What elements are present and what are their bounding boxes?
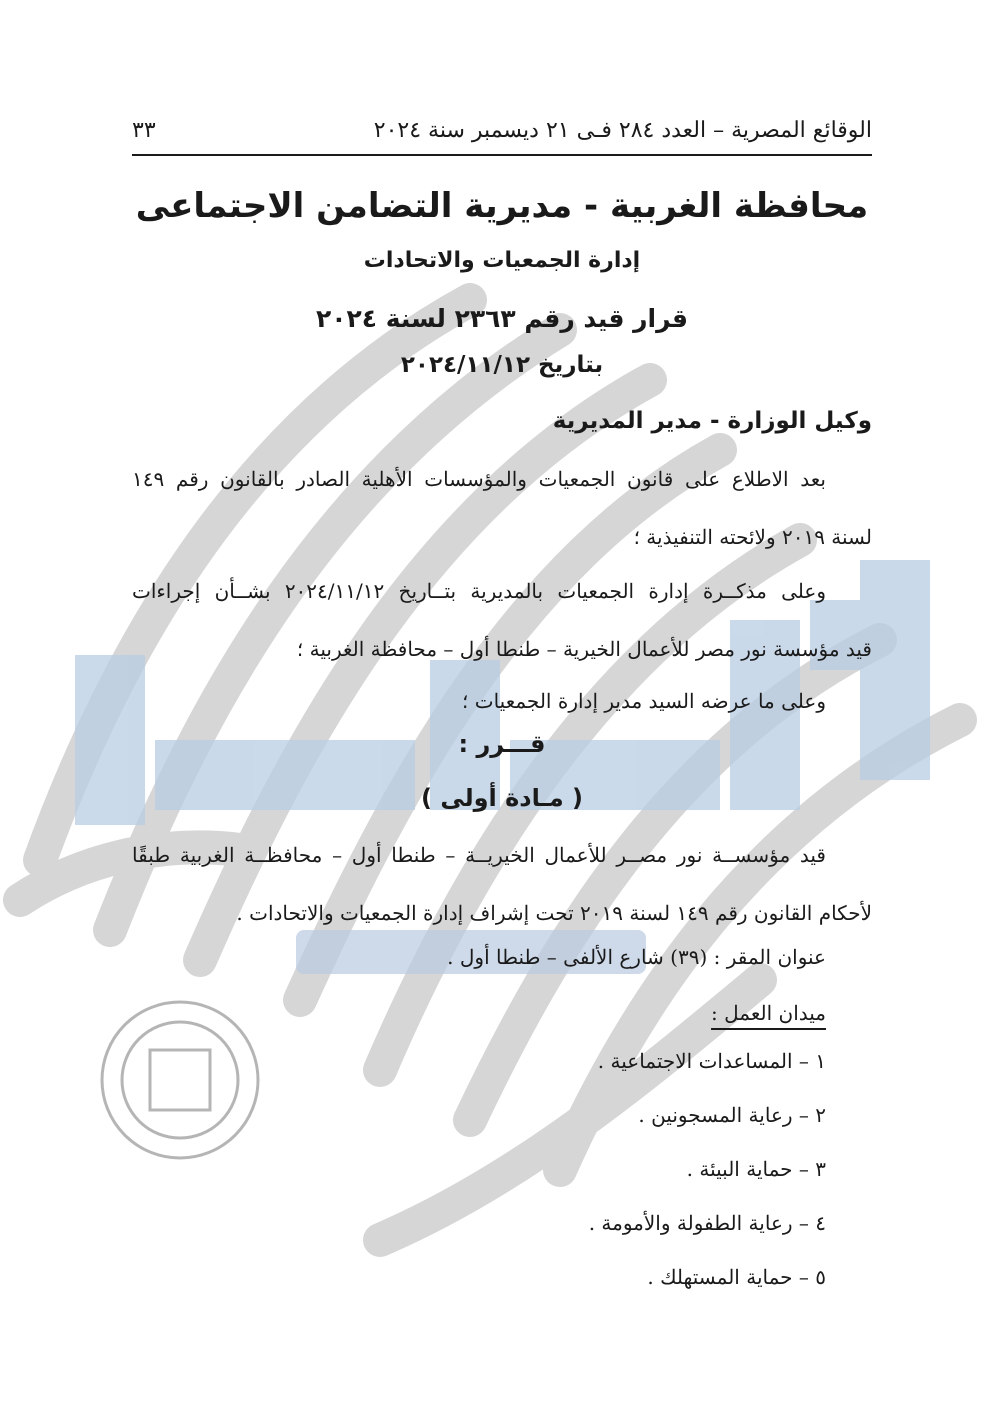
- field-of-work-label: ميدان العمل :: [711, 1001, 826, 1025]
- fields-of-work-list: [132, 1034, 872, 1304]
- preamble-line: قيد مؤسسة نور مصر للأعمال الخيرية – طنطا أول – محافظة الغربية ؛: [296, 637, 872, 661]
- header-divider: [132, 154, 872, 156]
- preamble-line: وعلى ما عرضه السيد مدير إدارة الجمعيات ؛: [462, 689, 826, 713]
- decree-title: قرار قيد رقم ٢٣٦٣ لسنة ٢٠٢٤: [315, 304, 689, 333]
- address-label: عنوان المقر :: [713, 945, 826, 969]
- list-item: ٢ – رعاية المسجونين .: [638, 1103, 826, 1127]
- list-item: ٣ – حماية البيئة .: [686, 1157, 826, 1181]
- address-row: [132, 928, 872, 986]
- preamble-paragraph-1: [132, 450, 872, 566]
- document-title: محافظة الغربية - مديرية التضامن الاجتماعى: [135, 186, 869, 226]
- decree-date: بتاريخ ٢٠٢٤/١١/١٢: [400, 352, 604, 378]
- preamble-paragraph-2: [132, 562, 872, 678]
- list-item: ٥ – حماية المستهلك .: [647, 1265, 826, 1289]
- article-text: [132, 826, 872, 942]
- gazette-publication-info: الوقائع المصرية – العدد ٢٨٤ فـى ٢١ ديسمبر سنة ٢٠٢٤: [373, 117, 872, 143]
- decided-heading: قـــرر :: [458, 730, 546, 758]
- article-line: لأحكام القانون رقم ١٤٩ لسنة ٢٠١٩ تحت إشراف إدارة الجمعيات والاتحادات .: [236, 901, 872, 925]
- page-number: ٣٣: [132, 117, 156, 143]
- article-line: قيد مؤسســة نور مصــر للأعمال الخيريــة – طنطا أول – محافظــة الغربية طبقًا: [132, 843, 826, 867]
- gazette-header: [132, 112, 872, 148]
- article-heading: ( مـادة أولى ): [421, 784, 583, 812]
- address-value: (٣٩) شارع الألفى – طنطا أول .: [447, 945, 708, 969]
- preamble-paragraph-3: [132, 672, 872, 730]
- list-item: ١ – المساعدات الاجتماعية .: [597, 1049, 826, 1073]
- address-line: [132, 928, 872, 986]
- list-item: ٤ – رعاية الطفولة والأمومة .: [588, 1211, 826, 1235]
- preamble-line: بعد الاطلاع على قانون الجمعيات والمؤسسات الأهلية الصادر بالقانون رقم ١٤٩: [132, 467, 826, 491]
- preamble-line: وعلى مذكــرة إدارة الجمعيات بالمديرية بتــاريخ ٢٠٢٤/١١/١٢ بشــأن إجراءات: [132, 579, 826, 603]
- issuing-authority: وكيل الوزارة - مدير المديرية: [552, 408, 872, 434]
- document-subtitle: إدارة الجمعيات والاتحادات: [363, 248, 641, 273]
- preamble-line: لسنة ٢٠١٩ ولائحته التنفيذية ؛: [633, 525, 872, 549]
